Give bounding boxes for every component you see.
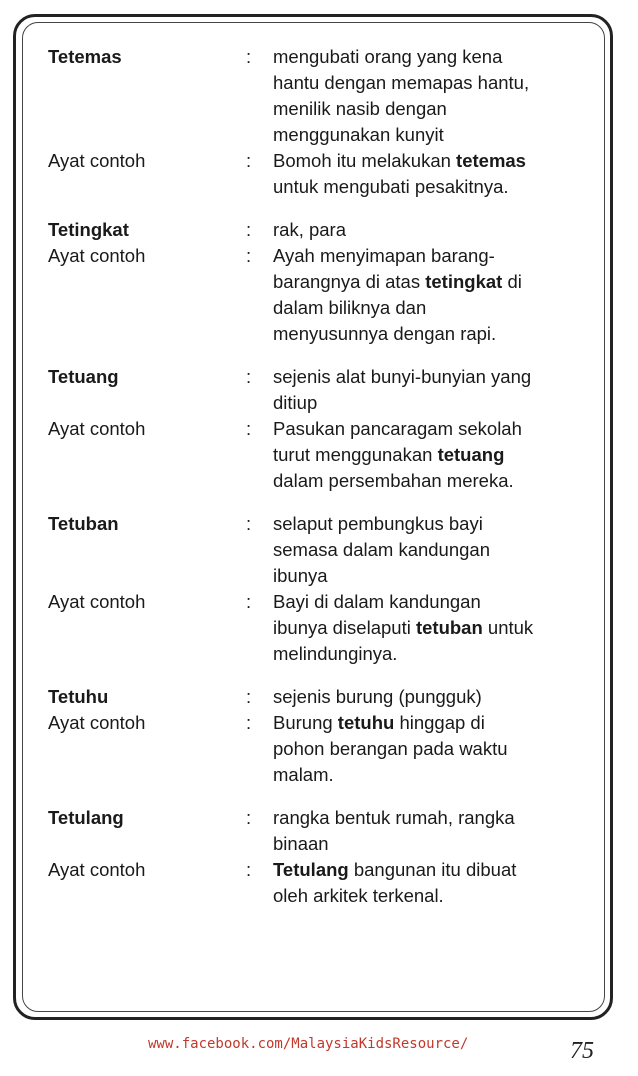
highlighted-term: tetingkat <box>425 271 503 292</box>
definition: mengubati orang yang kena hantu dengan memapas hantu, menilik nasib dengan menggunakan kunyit <box>273 46 530 145</box>
colon: : <box>246 591 252 612</box>
highlighted-term: tetuhu <box>337 712 395 733</box>
term-row <box>48 805 596 857</box>
definition: rangka bentuk rumah, rangka binaan <box>273 807 515 854</box>
glossary-entry <box>48 44 596 200</box>
example-label: Ayat contoh <box>48 245 146 266</box>
example-label: Ayat contoh <box>48 859 146 880</box>
page-number: 75 <box>570 1038 594 1064</box>
example-sentence: Tetulang bangunan itu dibuat oleh arkitek terkenal. <box>273 859 517 906</box>
colon: : <box>246 807 252 828</box>
definition: sejenis alat bunyi-bunyian yang ditiup <box>273 366 532 413</box>
term-row <box>48 364 596 416</box>
term-row <box>48 217 596 243</box>
definition: rak, para <box>273 219 347 240</box>
term-row <box>48 511 596 589</box>
example-label: Ayat contoh <box>48 712 146 733</box>
example-label: Ayat contoh <box>48 150 146 171</box>
term-row <box>48 684 596 710</box>
term: Tetulang <box>48 807 124 828</box>
highlighted-term: Tetulang <box>273 859 349 880</box>
example-row <box>48 857 596 909</box>
term: Tetuhu <box>48 686 109 707</box>
colon: : <box>246 418 252 439</box>
glossary-entry <box>48 684 596 788</box>
example-row <box>48 243 596 347</box>
example-row <box>48 148 596 200</box>
term: Tetingkat <box>48 219 129 240</box>
example-sentence: Burung tetuhu hinggap di pohon berangan pada waktu malam. <box>273 712 508 785</box>
highlighted-term: tetemas <box>456 150 526 171</box>
colon: : <box>246 219 252 240</box>
glossary-entry <box>48 511 596 667</box>
example-sentence: Pasukan pancaragam sekolah turut menggunakan tetuang dalam persembahan mereka. <box>273 418 522 491</box>
term: Tetuban <box>48 513 119 534</box>
example-label: Ayat contoh <box>48 418 146 439</box>
example-label: Ayat contoh <box>48 591 146 612</box>
highlighted-term: tetuang <box>437 444 505 465</box>
glossary-entry <box>48 364 596 494</box>
example-row <box>48 416 596 494</box>
colon: : <box>246 366 252 387</box>
definition: sejenis burung (pungguk) <box>273 686 482 707</box>
glossary-entry <box>48 805 596 909</box>
example-sentence: Bomoh itu melakukan tetemas untuk mengubati pesakitnya. <box>273 150 526 197</box>
term: Tetuang <box>48 366 119 387</box>
glossary-list <box>48 44 596 926</box>
example-sentence: Ayah menyimapan barang- barangnya di atas tetingkat di dalam biliknya dan menyusunnya dengan rapi. <box>273 245 522 344</box>
highlighted-term: tetuban <box>415 617 483 638</box>
term: Tetemas <box>48 46 122 67</box>
colon: : <box>246 46 252 67</box>
term-row <box>48 44 596 148</box>
colon: : <box>246 712 252 733</box>
footer-url-link[interactable]: www.facebook.com/MalaysiaKidsResource/ <box>148 1036 469 1052</box>
glossary-entry <box>48 217 596 347</box>
colon: : <box>246 686 252 707</box>
example-row <box>48 589 596 667</box>
colon: : <box>246 859 252 880</box>
example-sentence: Bayi di dalam kandungan ibunya diselaputi tetuban untuk melindunginya. <box>273 591 534 664</box>
colon: : <box>246 245 252 266</box>
example-row <box>48 710 596 788</box>
definition: selaput pembungkus bayi semasa dalam kandungan ibunya <box>273 513 491 586</box>
colon: : <box>246 513 252 534</box>
colon: : <box>246 150 252 171</box>
